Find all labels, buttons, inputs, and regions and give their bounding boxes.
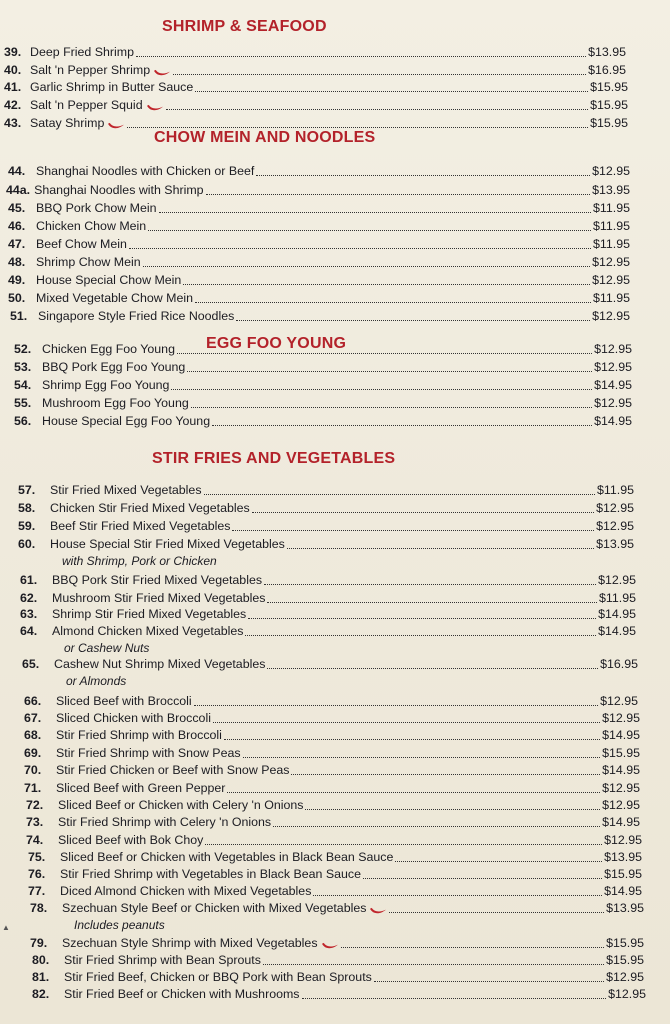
item-name: Stir Fried Shrimp with Bean Sprouts [64,953,261,967]
dot-leader [273,826,600,827]
item-name: Garlic Shrimp in Butter Sauce [30,80,194,94]
item-name: Almond Chicken Mixed Vegetables [52,624,244,638]
section-title: CHOW MEIN AND NOODLES [154,129,376,146]
item-number: 55. [14,396,32,410]
menu-item-row [4,97,628,114]
item-name: House Special Egg Foo Young [42,414,211,428]
item-name: BBQ Pork Egg Foo Young [42,360,186,374]
menu-item-row [24,710,640,727]
menu-item-row [24,693,638,710]
item-name: Stir Fried Beef or Chicken with Mushrooms [64,987,300,1001]
item-price: $12.95 [600,694,638,708]
item-price: $12.95 [604,833,642,847]
item-price: $13.95 [604,850,642,864]
item-price: $12.95 [602,781,640,795]
dot-leader [267,602,597,603]
item-name: Mixed Vegetable Chow Mein [36,291,194,305]
item-price: $16.95 [600,657,638,671]
item-price: $12.95 [594,360,632,374]
chili-pepper-icon [107,122,125,130]
item-price: $15.95 [590,116,628,130]
menu-item-row [8,218,630,235]
menu-item-row [14,359,632,376]
item-name: House Special Stir Fried Mixed Vegetables [50,537,285,551]
item-number: 68. [24,728,42,742]
menu-item-row [18,536,634,553]
item-number: 70. [24,763,42,777]
dot-leader [236,320,590,321]
item-name: Sliced Chicken with Broccoli [56,711,211,725]
item-number: 67. [24,711,42,725]
item-name: Mushroom Stir Fried Mixed Vegetables [52,591,266,605]
item-number: 61. [20,573,38,587]
item-number: 73. [26,815,44,829]
menu-item-row [32,986,646,1003]
item-name: Stir Fried Shrimp with Vegetables in Black Bean Sauce [60,867,361,881]
dot-leader [395,861,602,862]
menu-item-row [4,44,626,61]
dot-leader [127,127,588,128]
chili-pepper-icon [146,104,164,112]
item-name: Chicken Chow Mein [36,219,147,233]
item-price: $13.95 [596,537,634,551]
item-price: $11.95 [593,291,630,305]
item-name: Sliced Beef or Chicken with Vegetables in Black Bean Sauce [60,850,394,864]
item-name: Chicken Stir Fried Mixed Vegetables [50,501,250,515]
menu-item-row [32,952,644,969]
dot-leader [171,389,592,390]
dot-leader [206,194,591,195]
menu-item-row [24,762,640,779]
item-number: 60. [18,537,36,551]
item-name: Shrimp Chow Mein [36,255,141,269]
item-number: 82. [32,987,50,1001]
item-note: Includes peanuts [74,918,165,932]
item-price: $14.95 [598,624,636,638]
menu-item-row [14,395,632,412]
dot-leader [194,705,598,706]
section-title: SHRIMP & SEAFOOD [162,18,327,35]
item-number: 46. [8,219,26,233]
item-number: 59. [18,519,36,533]
menu-item-row [14,377,632,394]
dot-leader [263,964,604,965]
dot-leader [389,912,604,913]
dot-leader [264,584,596,585]
item-number: 50. [8,291,26,305]
item-price: $15.95 [590,98,628,112]
item-number: 49. [8,273,26,287]
item-name: Stir Fried Shrimp with Celery 'n Onions [58,815,272,829]
dot-leader [302,998,607,999]
item-price: $13.95 [592,183,630,197]
item-number: 40. [4,63,22,77]
item-price: $15.95 [604,867,642,881]
item-name: Shanghai Noodles with Chicken or Beef [36,164,255,178]
item-number: 41. [4,80,22,94]
dot-leader [166,109,589,110]
item-price: $12.95 [598,573,636,587]
item-price: $14.95 [594,414,632,428]
dot-leader [291,774,600,775]
item-number: 62. [20,591,38,605]
menu-item-row [18,500,634,517]
item-price: $12.95 [592,273,630,287]
dot-leader [227,792,600,793]
chili-pepper-icon [153,69,171,77]
item-name: Mushroom Egg Foo Young [42,396,189,410]
item-name: Sliced Beef or Chicken with Celery 'n Onions [58,798,304,812]
dot-leader [287,548,594,549]
item-name: BBQ Pork Stir Fried Mixed Vegetables [52,573,263,587]
item-number: 58. [18,501,36,515]
item-price: $14.95 [602,815,640,829]
item-price: $11.95 [593,237,630,251]
menu-item-row [4,79,628,96]
dot-leader [374,981,604,982]
item-price: $12.95 [592,255,630,269]
item-number: 64. [20,624,38,638]
item-name: Chicken Egg Foo Young [42,342,175,356]
item-name: Stir Fried Mixed Vegetables [50,483,202,497]
item-price: $12.95 [596,501,634,515]
item-number: 44. [8,164,26,178]
item-name: Shanghai Noodles with Shrimp [34,183,204,197]
menu-item-row [8,290,630,307]
item-price: $12.95 [608,987,646,1001]
item-number: 72. [26,798,44,812]
item-note: or Almonds [66,674,127,688]
item-name: Deep Fried Shrimp [30,45,134,59]
dot-leader [205,844,602,845]
dot-leader [195,91,588,92]
item-name: Sliced Beef with Green Pepper [56,781,226,795]
menu-item-row [28,866,642,883]
menu-item-row [32,969,644,986]
item-price: $14.95 [604,884,642,898]
item-price: $11.95 [593,219,630,233]
menu-item-row [18,518,634,535]
item-note: or Cashew Nuts [64,641,150,655]
item-number: 44a. [6,183,31,197]
menu-item-row [14,413,632,430]
item-price: $16.95 [588,63,626,77]
item-price: $12.95 [594,396,632,410]
item-price: $12.95 [592,164,630,178]
item-number: 78. [30,901,48,915]
menu-item-row [28,883,642,900]
menu-item-row [26,814,640,831]
item-number: 75. [28,850,46,864]
item-name: Salt 'n Pepper Squid [30,98,143,112]
dot-leader [224,739,600,740]
menu-item-row [8,272,630,289]
dot-leader [191,407,592,408]
menu-item-row [24,745,640,762]
item-name: Salt 'n Pepper Shrimp [30,63,151,77]
item-price: $12.95 [594,342,632,356]
menu-item-row [30,900,644,917]
chili-pepper-icon [369,907,387,915]
menu-item-row [26,797,640,814]
dot-leader [148,230,591,231]
dot-leader [173,74,586,75]
item-name: Singapore Style Fried Rice Noodles [38,309,235,323]
dot-leader [256,175,590,176]
item-number: 80. [32,953,50,967]
item-price: $12.95 [606,970,644,984]
item-price: $12.95 [602,711,640,725]
item-number: 43. [4,116,22,130]
dot-leader [213,722,600,723]
item-price: $12.95 [592,309,630,323]
menu-item-row [26,832,642,849]
menu-item-row [6,182,630,199]
item-name: Stir Fried Shrimp with Snow Peas [56,746,241,760]
item-number: 63. [20,607,38,621]
item-name: BBQ Pork Chow Mein [36,201,157,215]
dot-leader [243,757,601,758]
item-number: 54. [14,378,32,392]
item-price: $11.95 [593,201,630,215]
dot-leader [177,353,592,354]
item-name: Shrimp Stir Fried Mixed Vegetables [52,607,247,621]
menu-item-row [14,341,632,358]
item-name: Sliced Beef with Bok Choy [58,833,204,847]
item-price: $13.95 [606,901,644,915]
dot-leader [341,947,605,948]
menu-item-row [8,236,630,253]
dot-leader [313,895,602,896]
dot-leader [363,878,602,879]
item-name: House Special Chow Mein [36,273,182,287]
menu-item-row [4,62,626,79]
item-number: 47. [8,237,26,251]
dot-leader [204,494,596,495]
item-number: 77. [28,884,46,898]
item-number: 69. [24,746,42,760]
item-name: Szechuan Style Shrimp with Mixed Vegetables [62,936,318,950]
item-number: 66. [24,694,42,708]
item-name: Beef Chow Mein [36,237,127,251]
item-number: 79. [30,936,48,950]
item-number: 52. [14,342,32,356]
item-price: $11.95 [599,591,636,605]
dot-leader [252,512,594,513]
item-price: $15.95 [590,80,628,94]
item-number: 42. [4,98,22,112]
menu-item-row [8,254,630,271]
dot-leader [267,668,598,669]
dot-leader [305,809,600,810]
section-title: EGG FOO YOUNG [206,335,347,352]
dot-leader [195,302,591,303]
dot-leader [183,284,590,285]
menu-item-row [20,590,636,607]
item-price: $15.95 [602,746,640,760]
dot-leader [232,530,594,531]
item-name: Beef Stir Fried Mixed Vegetables [50,519,231,533]
menu-item-row [8,163,630,180]
item-price: $14.95 [602,728,640,742]
item-number: 74. [26,833,44,847]
menu-item-row [24,780,640,797]
item-price: $14.95 [598,607,636,621]
item-note: with Shrimp, Pork or Chicken [62,554,217,568]
dot-leader [248,618,596,619]
menu-item-row [28,849,642,866]
menu-item-row [20,572,636,589]
menu-item-row [20,606,636,623]
item-name: Shrimp Egg Foo Young [42,378,170,392]
item-number: 76. [28,867,46,881]
item-price: $13.95 [588,45,626,59]
menu-item-row [30,935,644,952]
item-price: $12.95 [602,798,640,812]
item-number: 39. [4,45,22,59]
item-number: 45. [8,201,26,215]
item-number: 71. [24,781,42,795]
item-price: $15.95 [606,936,644,950]
item-name: Satay Shrimp [30,116,105,130]
menu-item-row [18,482,634,499]
item-number: 57. [18,483,36,497]
item-number: 53. [14,360,32,374]
item-price: $14.95 [594,378,632,392]
dot-leader [245,635,596,636]
dot-leader [143,266,590,267]
item-name: Sliced Beef with Broccoli [56,694,192,708]
dot-leader [212,425,592,426]
margin-arrow-icon: ▲ [2,923,10,932]
item-number: 56. [14,414,32,428]
menu-item-row [20,623,636,640]
item-name: Cashew Nut Shrimp Mixed Vegetables [54,657,266,671]
menu-item-row [10,308,630,325]
item-number: 65. [22,657,40,671]
dot-leader [136,56,586,57]
item-number: 48. [8,255,26,269]
item-number: 51. [10,309,28,323]
item-name: Stir Fried Chicken or Beef with Snow Peas [56,763,290,777]
item-name: Szechuan Style Beef or Chicken with Mixed Vegetables [62,901,367,915]
chili-pepper-icon [321,942,339,950]
item-name: Stir Fried Beef, Chicken or BBQ Pork with Bean Sprouts [64,970,372,984]
menu-item-row [24,727,640,744]
dot-leader [159,212,592,213]
section-title: STIR FRIES AND VEGETABLES [152,450,396,467]
item-name: Diced Almond Chicken with Mixed Vegetables [60,884,312,898]
dot-leader [187,371,592,372]
menu-item-row [8,200,630,217]
item-name: Stir Fried Shrimp with Broccoli [56,728,222,742]
item-price: $11.95 [597,483,634,497]
item-price: $15.95 [606,953,644,967]
item-number: 81. [32,970,50,984]
dot-leader [129,248,591,249]
menu-item-row [22,656,638,673]
item-price: $14.95 [602,763,640,777]
item-price: $12.95 [596,519,634,533]
